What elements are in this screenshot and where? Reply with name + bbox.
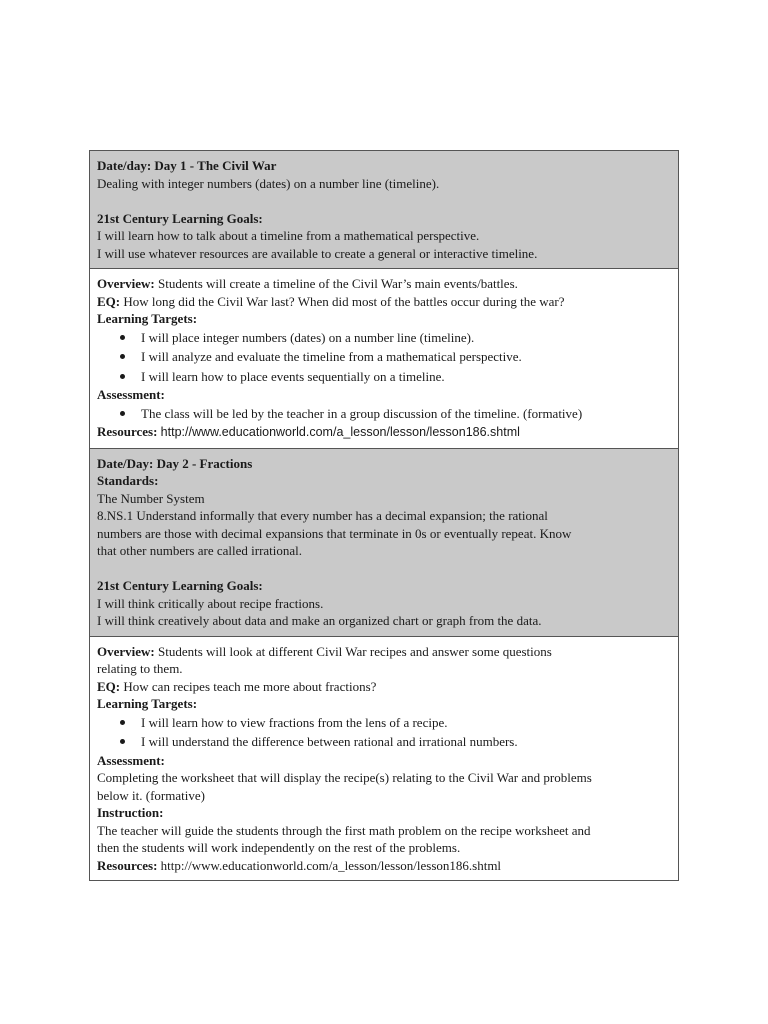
day2-standard-line-1: 8.NS.1 Understand informally that every number has a decimal expansion; the rational <box>97 508 548 523</box>
day2-instruction-line-1: The teacher will guide the students through the first math problem on the recipe worksheet and <box>97 822 591 838</box>
day2-assessment-line-2: below it. (formative) <box>97 787 205 803</box>
day2-eq: EQ: How can recipes teach me more about fractions? <box>97 678 377 694</box>
spacer <box>97 192 672 210</box>
day2-targets-heading: Learning Targets: <box>97 696 198 711</box>
day1-goal-1: I will learn how to talk about a timeline from a mathematical perspective. <box>97 228 480 243</box>
day2-standard-line-2: numbers are those with decimal expansions that terminate in 0s or eventually repeat. Know <box>97 525 572 541</box>
day2-overview: Overview: Students will look at different Civil War recipes and answer some questions <box>97 643 552 659</box>
day2-goal-1: I will think critically about recipe fractions. <box>97 595 324 611</box>
day2-standards-area: The Number System <box>97 490 205 506</box>
day1-assessment-heading: Assessment: <box>97 387 165 402</box>
list-item: I will place integer numbers (dates) on a number line (timeline). <box>141 328 672 348</box>
day1-goal-2: I will use whatever resources are available to create a general or interactive timeline. <box>97 245 538 261</box>
list-item: I will analyze and evaluate the timeline from a mathematical perspective. <box>141 347 672 367</box>
day1-date-line: Date/day: Day 1 - The Civil War <box>97 158 277 173</box>
day2-header-cell <box>90 449 678 637</box>
day2-overview-cont: relating to them. <box>97 661 183 676</box>
day1-resources: Resources: http://www.educationworld.com/a_lesson/lesson/lesson186.shtml <box>97 424 520 439</box>
list-item: The class will be led by the teacher in a group discussion of the timeline. (formative) <box>141 404 672 424</box>
day1-eq: EQ: How long did the Civil War last? When did most of the battles occur during the war? <box>97 293 565 309</box>
day2-assessment-line-1: Completing the worksheet that will display the recipe(s) relating to the Civil War and problems <box>97 770 592 785</box>
day2-assessment-heading: Assessment: <box>97 752 165 768</box>
day1-targets-heading: Learning Targets: <box>97 311 198 326</box>
day2-resources-link[interactable]: http://www.educationworld.com/a_lesson/lesson/lesson186.shtml <box>160 857 502 873</box>
lesson-plan-table <box>89 150 679 881</box>
day2-goals-heading: 21st Century Learning Goals: <box>97 578 263 593</box>
day2-goal-2: I will think creatively about data and make an organized chart or graph from the data. <box>97 613 542 628</box>
list-item: I will learn how to view fractions from the lens of a recipe. <box>141 713 672 733</box>
day2-standard-line-3: that other numbers are called irrational. <box>97 543 303 558</box>
day1-header-cell <box>90 151 678 269</box>
day1-overview: Overview: Students will create a timeline of the Civil War’s main events/battles. <box>97 276 518 291</box>
day2-body-cell <box>90 637 678 881</box>
list-item: I will learn how to place events sequentially on a timeline. <box>141 367 672 387</box>
day1-assessment-list <box>97 404 672 424</box>
day1-intro: Dealing with integer numbers (dates) on a number line (timeline). <box>97 175 440 191</box>
day1-body-cell <box>90 269 678 449</box>
day2-instruction-line-2: then the students will work independently on the rest of the problems. <box>97 840 461 855</box>
day2-date-line: Date/Day: Day 2 - Fractions <box>97 455 253 471</box>
day2-resources: Resources: http://www.educationworld.com/a_lesson/lesson/lesson186.shtml <box>97 857 502 873</box>
day1-goals-heading: 21st Century Learning Goals: <box>97 210 263 226</box>
day2-instruction-heading: Instruction: <box>97 805 164 820</box>
day2-targets-list <box>97 713 672 752</box>
list-item: I will understand the difference between rational and irrational numbers. <box>141 732 672 752</box>
day1-targets-list <box>97 328 672 387</box>
day1-resources-link[interactable]: http://www.educationworld.com/a_lesson/lesson/lesson186.shtml <box>160 425 520 439</box>
spacer <box>97 560 672 578</box>
day2-standards-heading: Standards: <box>97 473 159 488</box>
